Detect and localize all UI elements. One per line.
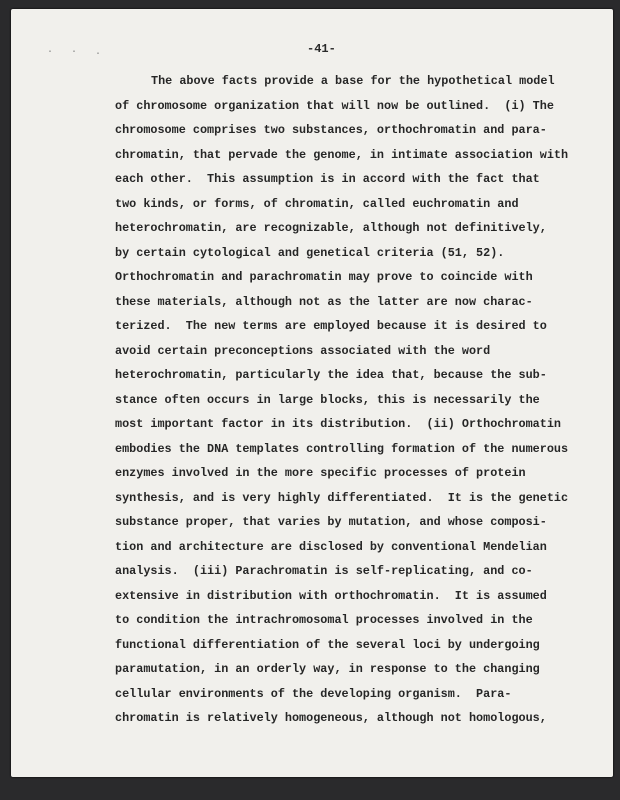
- document-body: [115, 69, 568, 731]
- text-line: Orthochromatin and parachromatin may prove to coincide with: [115, 270, 533, 284]
- text-line: chromosome comprises two substances, orthochromatin and para-: [115, 123, 547, 137]
- text-line: synthesis, and is very highly differentiated. It is the genetic: [115, 490, 569, 505]
- text-line: analysis. (iii) Parachromatin is self-replicating, and co-: [115, 564, 533, 578]
- text-line: embodies the DNA templates controlling formation of the numerous: [115, 441, 569, 456]
- text-line: terized. The new terms are employed because it is desired to: [115, 319, 547, 333]
- text-line: stance often occurs in large blocks, this is necessarily the: [115, 392, 540, 407]
- text-line: functional differentiation of the several loci by undergoing: [115, 637, 540, 652]
- text-line: The above facts provide a base for the hypothetical model: [151, 74, 555, 88]
- text-line: heterochromatin, particularly the idea that, because the sub-: [115, 368, 547, 382]
- text-line: most important factor in its distribution. (ii) Orthochromatin: [115, 417, 561, 431]
- text-line: extensive in distribution with orthochromatin. It is assumed: [115, 588, 547, 603]
- text-line: paramutation, in an orderly way, in response to the changing: [115, 662, 540, 676]
- text-line: by certain cytological and genetical criteria (51, 52).: [115, 245, 505, 260]
- document-page: [11, 9, 613, 777]
- text-line: tion and architecture are disclosed by conventional Mendelian: [115, 539, 547, 554]
- text-line: these materials, although not as the latter are now charac-: [115, 294, 533, 309]
- text-line: chromatin is relatively homogeneous, although not homologous,: [115, 711, 547, 725]
- text-line: each other. This assumption is in accord with the fact that: [115, 172, 540, 186]
- text-line: cellular environments of the developing organism. Para-: [115, 686, 512, 701]
- text-line: heterochromatin, are recognizable, although not definitively,: [115, 221, 547, 235]
- text-line: substance proper, that varies by mutation, and whose composi-: [115, 515, 547, 529]
- text-line: chromatin, that pervade the genome, in intimate association with: [115, 147, 569, 162]
- text-line: two kinds, or forms, of chromatin, called euchromatin and: [115, 196, 519, 211]
- page-number: -41-: [307, 42, 336, 56]
- text-line: enzymes involved in the more specific processes of protein: [115, 466, 526, 480]
- margin-marks: · · .: [47, 47, 108, 58]
- text-line: avoid certain preconceptions associated with the word: [115, 343, 491, 358]
- text-line: of chromosome organization that will now be outlined. (i) The: [115, 98, 554, 113]
- text-line: to condition the intrachromosomal processes involved in the: [115, 613, 533, 627]
